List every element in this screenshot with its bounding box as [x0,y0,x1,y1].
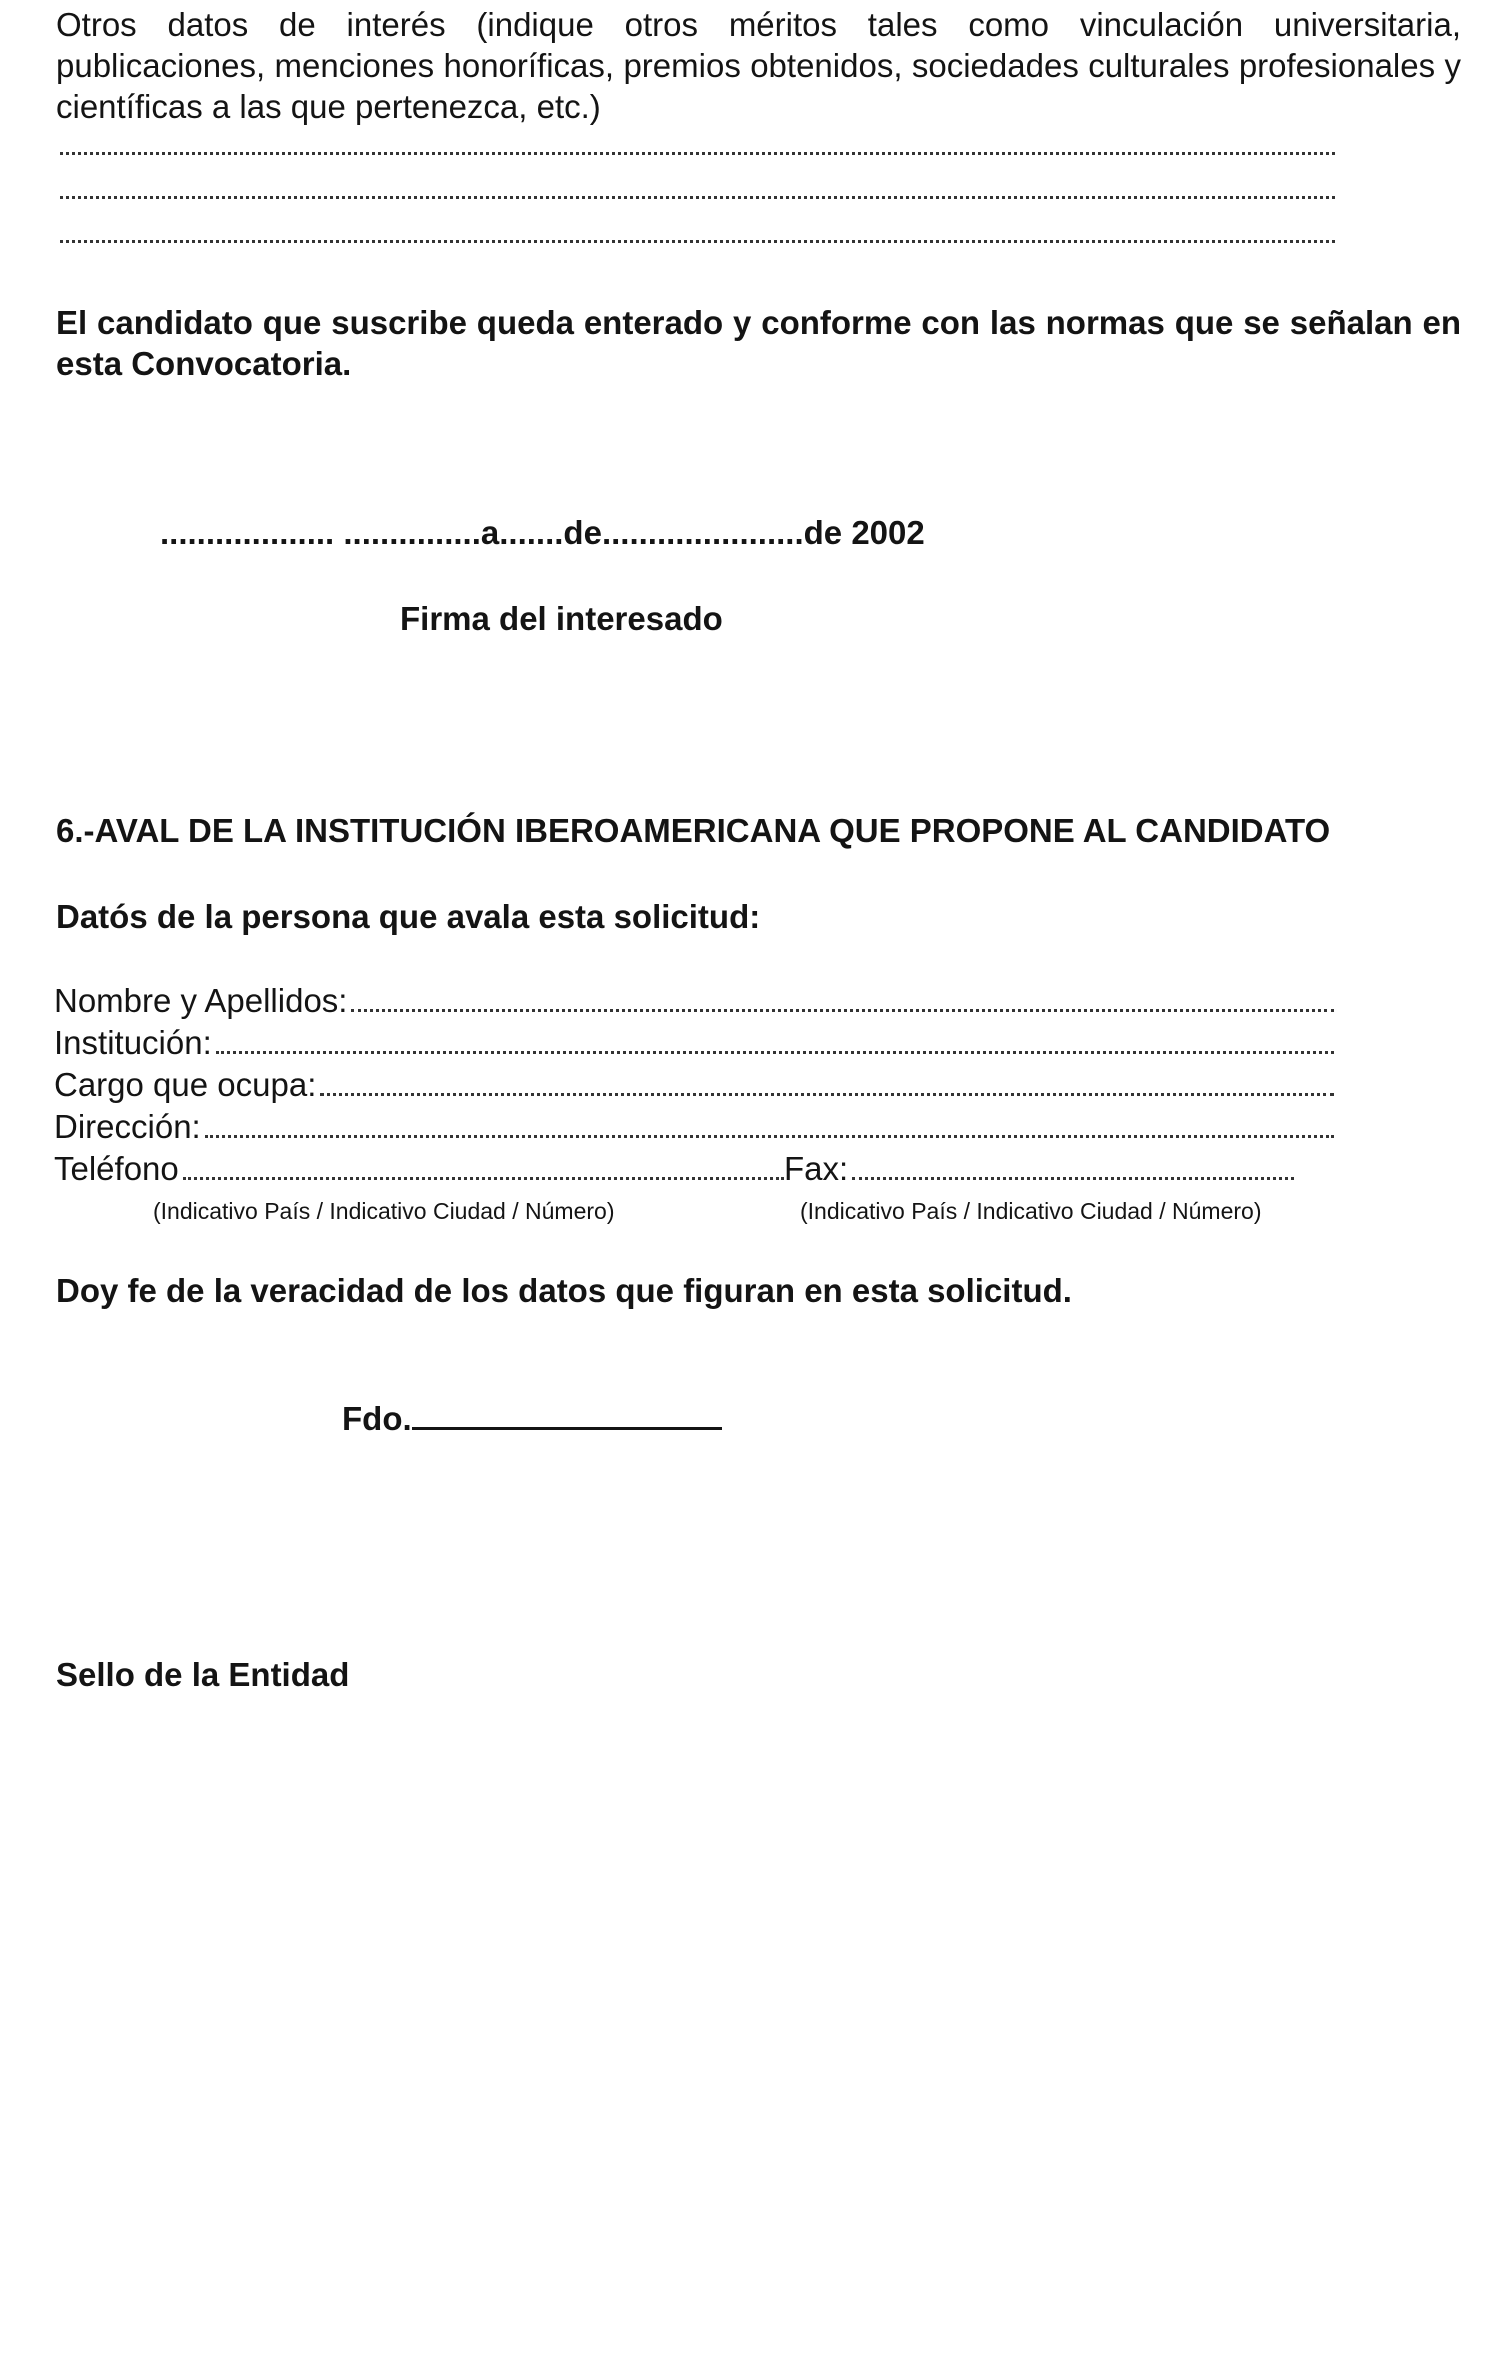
fax-label: Fax: [784,1150,849,1187]
address-label: Dirección: [54,1108,201,1145]
position-field[interactable] [54,1064,1334,1106]
signed-label: Fdo. [342,1400,412,1437]
merits-blank-line-2[interactable] [60,196,1335,199]
institution-field[interactable] [54,1022,1334,1064]
merits-blank-line-3[interactable] [60,240,1335,243]
position-blank[interactable] [320,1093,1334,1096]
phone-label: Teléfono [54,1150,179,1187]
fax-format-hint: (Indicativo País / Indicativo Ciudad / Número) [800,1198,1262,1224]
fax-field[interactable] [784,1148,1294,1190]
address-blank[interactable] [205,1135,1334,1138]
phone-blank[interactable] [183,1177,784,1180]
phone-field[interactable] [54,1148,784,1190]
endorser-subtitle: Datós de la persona que avala esta solicitud: [56,898,761,935]
phone-format-hint: (Indicativo País / Indicativo Ciudad / Número) [153,1198,615,1224]
other-merits-paragraph: Otros datos de interés (indique otros méritos tales como vinculación universitaria, publicaciones, menciones honoríficas, premios obtenidos, sociedades culturales profesionales y científicas a las que pertenezca, etc.) [56,6,1461,125]
name-field[interactable] [54,980,1334,1022]
position-label: Cargo que ocupa: [54,1066,317,1103]
conformity-statement: El candidato que suscribe queda enterado y conforme con las normas que se señalan en esta Convocatoria. [56,304,1461,382]
institution-label: Institución: [54,1024,212,1061]
merits-blank-line-1[interactable] [60,152,1335,155]
date-line[interactable]: ................... ...............a.......de......................de 2002 [160,514,925,551]
address-field[interactable] [54,1106,1334,1148]
signed-field[interactable] [342,1398,722,1439]
fax-blank[interactable] [852,1177,1294,1180]
name-label: Nombre y Apellidos: [54,982,348,1019]
name-blank[interactable] [351,1009,1334,1012]
section-6-title: 6.-AVAL DE LA INSTITUCIÓN IBEROAMERICANA QUE PROPONE AL CANDIDATO [56,812,1331,849]
institution-blank[interactable] [216,1051,1334,1054]
attestation-statement: Doy fe de la veracidad de los datos que figuran en esta solicitud. [56,1272,1072,1309]
signature-line[interactable] [412,1426,722,1430]
signature-label: Firma del interesado [400,600,723,637]
stamp-label: Sello de la Entidad [56,1656,350,1693]
